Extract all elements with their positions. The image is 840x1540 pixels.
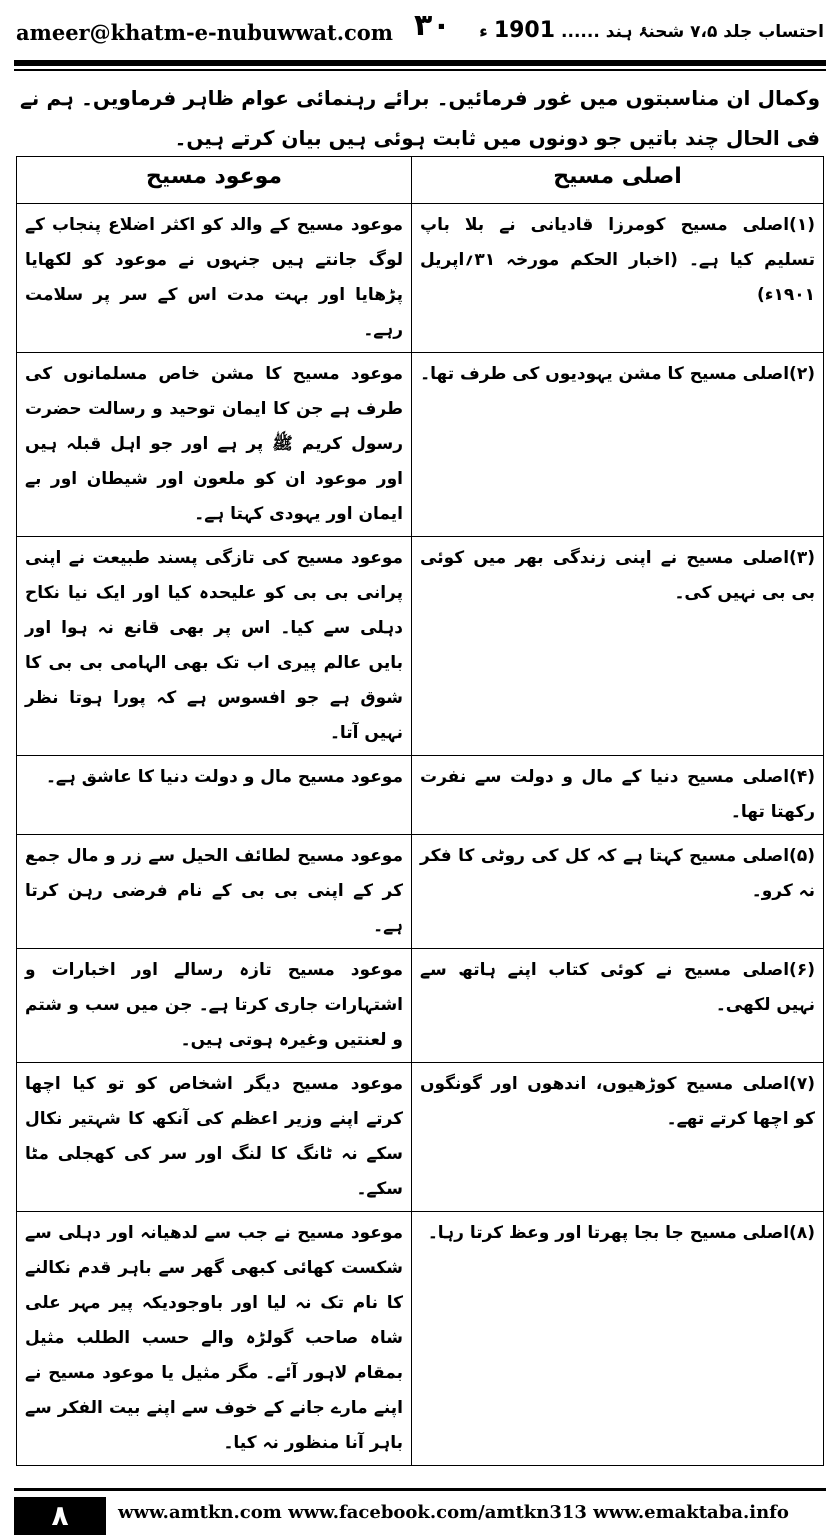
page-header	[14, 6, 826, 56]
cell-asli: (۶)اصلی مسیح نے کوئی کتاب اپنے ہاتھ سے نہیں لکھی۔	[412, 949, 824, 1063]
table-row	[17, 949, 824, 1063]
cell-mauood: موعود مسیح دیگر اشخاص کو تو کیا اچھا کرتے اپنے وزیر اعظم کی آنکھ کا شہتیر نکال سکے نہ ٹانگ کا لنگ اور سر کی کھجلی مٹا سکے۔	[17, 1063, 412, 1212]
header-issue	[479, 18, 824, 43]
header-rule-thick	[14, 60, 826, 66]
table-header-row	[17, 157, 824, 204]
header-asli-masih: اصلی مسیح	[412, 157, 824, 204]
cell-asli: (۲)اصلی مسیح کا مشن یہودیوں کی طرف تھا۔	[412, 353, 824, 537]
cell-asli: (۵)اصلی مسیح کہتا ہے کہ کل کی روٹی کا فکر نہ کرو۔	[412, 835, 824, 949]
header-year: 1901	[493, 18, 556, 43]
table-row	[17, 1212, 824, 1466]
header-issue-prefix: احتساب جلد ۷،۵ شحنۂ ہند ......	[561, 22, 824, 42]
cell-mauood: موعود مسیح کے والد کو اکثر اضلاع پنجاب کے لوگ جانتے ہیں جنہوں نے موعود کو لکھایا پڑھایا اور بہت مدت اس کے سر پر سلامت رہے۔	[17, 204, 412, 353]
table-row	[17, 835, 824, 949]
header-mauood-masih: موعود مسیح	[17, 157, 412, 204]
cell-mauood: موعود مسیح کی تازگی پسند طبیعت نے اپنی پرانی بی بی کو علیحدہ کیا اور ایک نیا نکاح دہلی سے کیا۔ اس پر بھی قانع نہ ہوا اور بایں عالم پیری اب تک بھی الہامی بی بی کا شوق ہے جو افسوس ہے کہ پورا ہوتا نظر نہیں آتا۔	[17, 537, 412, 756]
header-rule-thin	[14, 69, 826, 71]
header-email: ameer@khatm-e-nubuwwat.com	[16, 20, 394, 45]
table-row	[17, 756, 824, 835]
cell-mauood: موعود مسیح کا مشن خاص مسلمانوں کی طرف ہے جن کا ایمان توحید و رسالت حضرت رسول کریم ﷺ پر ہے اور جو اہل قبلہ ہیں اور موعود ان کو ملعون اور شیطان اور بے ایمان اور یہودی کہتا ہے۔	[17, 353, 412, 537]
cell-asli: (۷)اصلی مسیح کوڑھیوں، اندھوں اور گونگوں کو اچھا کرتے تھے۔	[412, 1063, 824, 1212]
intro-paragraph: وکمال ان مناسبتوں میں غور فرمائیں۔ برائے رہنمائی عوام ظاہر فرماویں۔ ہم نے فی الحال چند باتیں جو دونوں میں ثابت ہوئی ہیں بیان کرتے ہیں۔	[20, 86, 820, 150]
cell-mauood: موعود مسیح لطائف الحیل سے زر و مال جمع کر کے اپنی بی بی کے نام فرضی رہن کرتا ہے۔	[17, 835, 412, 949]
footer-rule	[14, 1488, 826, 1491]
cell-asli: (۴)اصلی مسیح دنیا کے مال و دولت سے نفرت رکھتا تھا۔	[412, 756, 824, 835]
table-row	[17, 204, 824, 353]
cell-asli: (۸)اصلی مسیح جا بجا پھرتا اور وعظ کرتا رہا۔	[412, 1212, 824, 1466]
footer-page-number: ۸	[14, 1497, 106, 1535]
page-footer	[14, 1488, 826, 1536]
table-row	[17, 353, 824, 537]
comparison-table	[16, 156, 824, 1466]
header-page-number: ۳۰	[414, 8, 451, 43]
cell-mauood: موعود مسیح تازہ رسالے اور اخبارات و اشتہارات جاری کرتا ہے۔ جن میں سب و شتم و لعنتیں وغیرہ ہوتی ہیں۔	[17, 949, 412, 1063]
table-row	[17, 1063, 824, 1212]
cell-asli: (۱)اصلی مسیح کومرزا قادیانی نے بلا باپ تسلیم کیا ہے۔ (اخبار الحکم مورخہ ۳۱؍اپریل ۱۹۰۱ء)	[412, 204, 824, 353]
footer-links[interactable]: www.amtkn.com www.facebook.com/amtkn313 www.emaktaba.info	[118, 1502, 789, 1523]
table-row	[17, 537, 824, 756]
header-year-suffix: ء	[479, 22, 488, 42]
cell-mauood: موعود مسیح نے جب سے لدھیانہ اور دہلی سے شکست کھائی کبھی گھر سے باہر قدم نکالنے کا نام تک نہ لیا اور باوجودیکہ پیر مہر علی شاہ صاحب گولڑہ والے حسب الطلب مثیل بمقام لاہور آئے۔ مگر مثیل یا موعود مسیح نے اپنے مارے جانے کے خوف سے اپنے بیت الفکر سے باہر آنا منظور نہ کیا۔	[17, 1212, 412, 1466]
cell-asli: (۳)اصلی مسیح نے اپنی زندگی بھر میں کوئی بی بی نہیں کی۔	[412, 537, 824, 756]
cell-mauood: موعود مسیح مال و دولت دنیا کا عاشق ہے۔	[17, 756, 412, 835]
